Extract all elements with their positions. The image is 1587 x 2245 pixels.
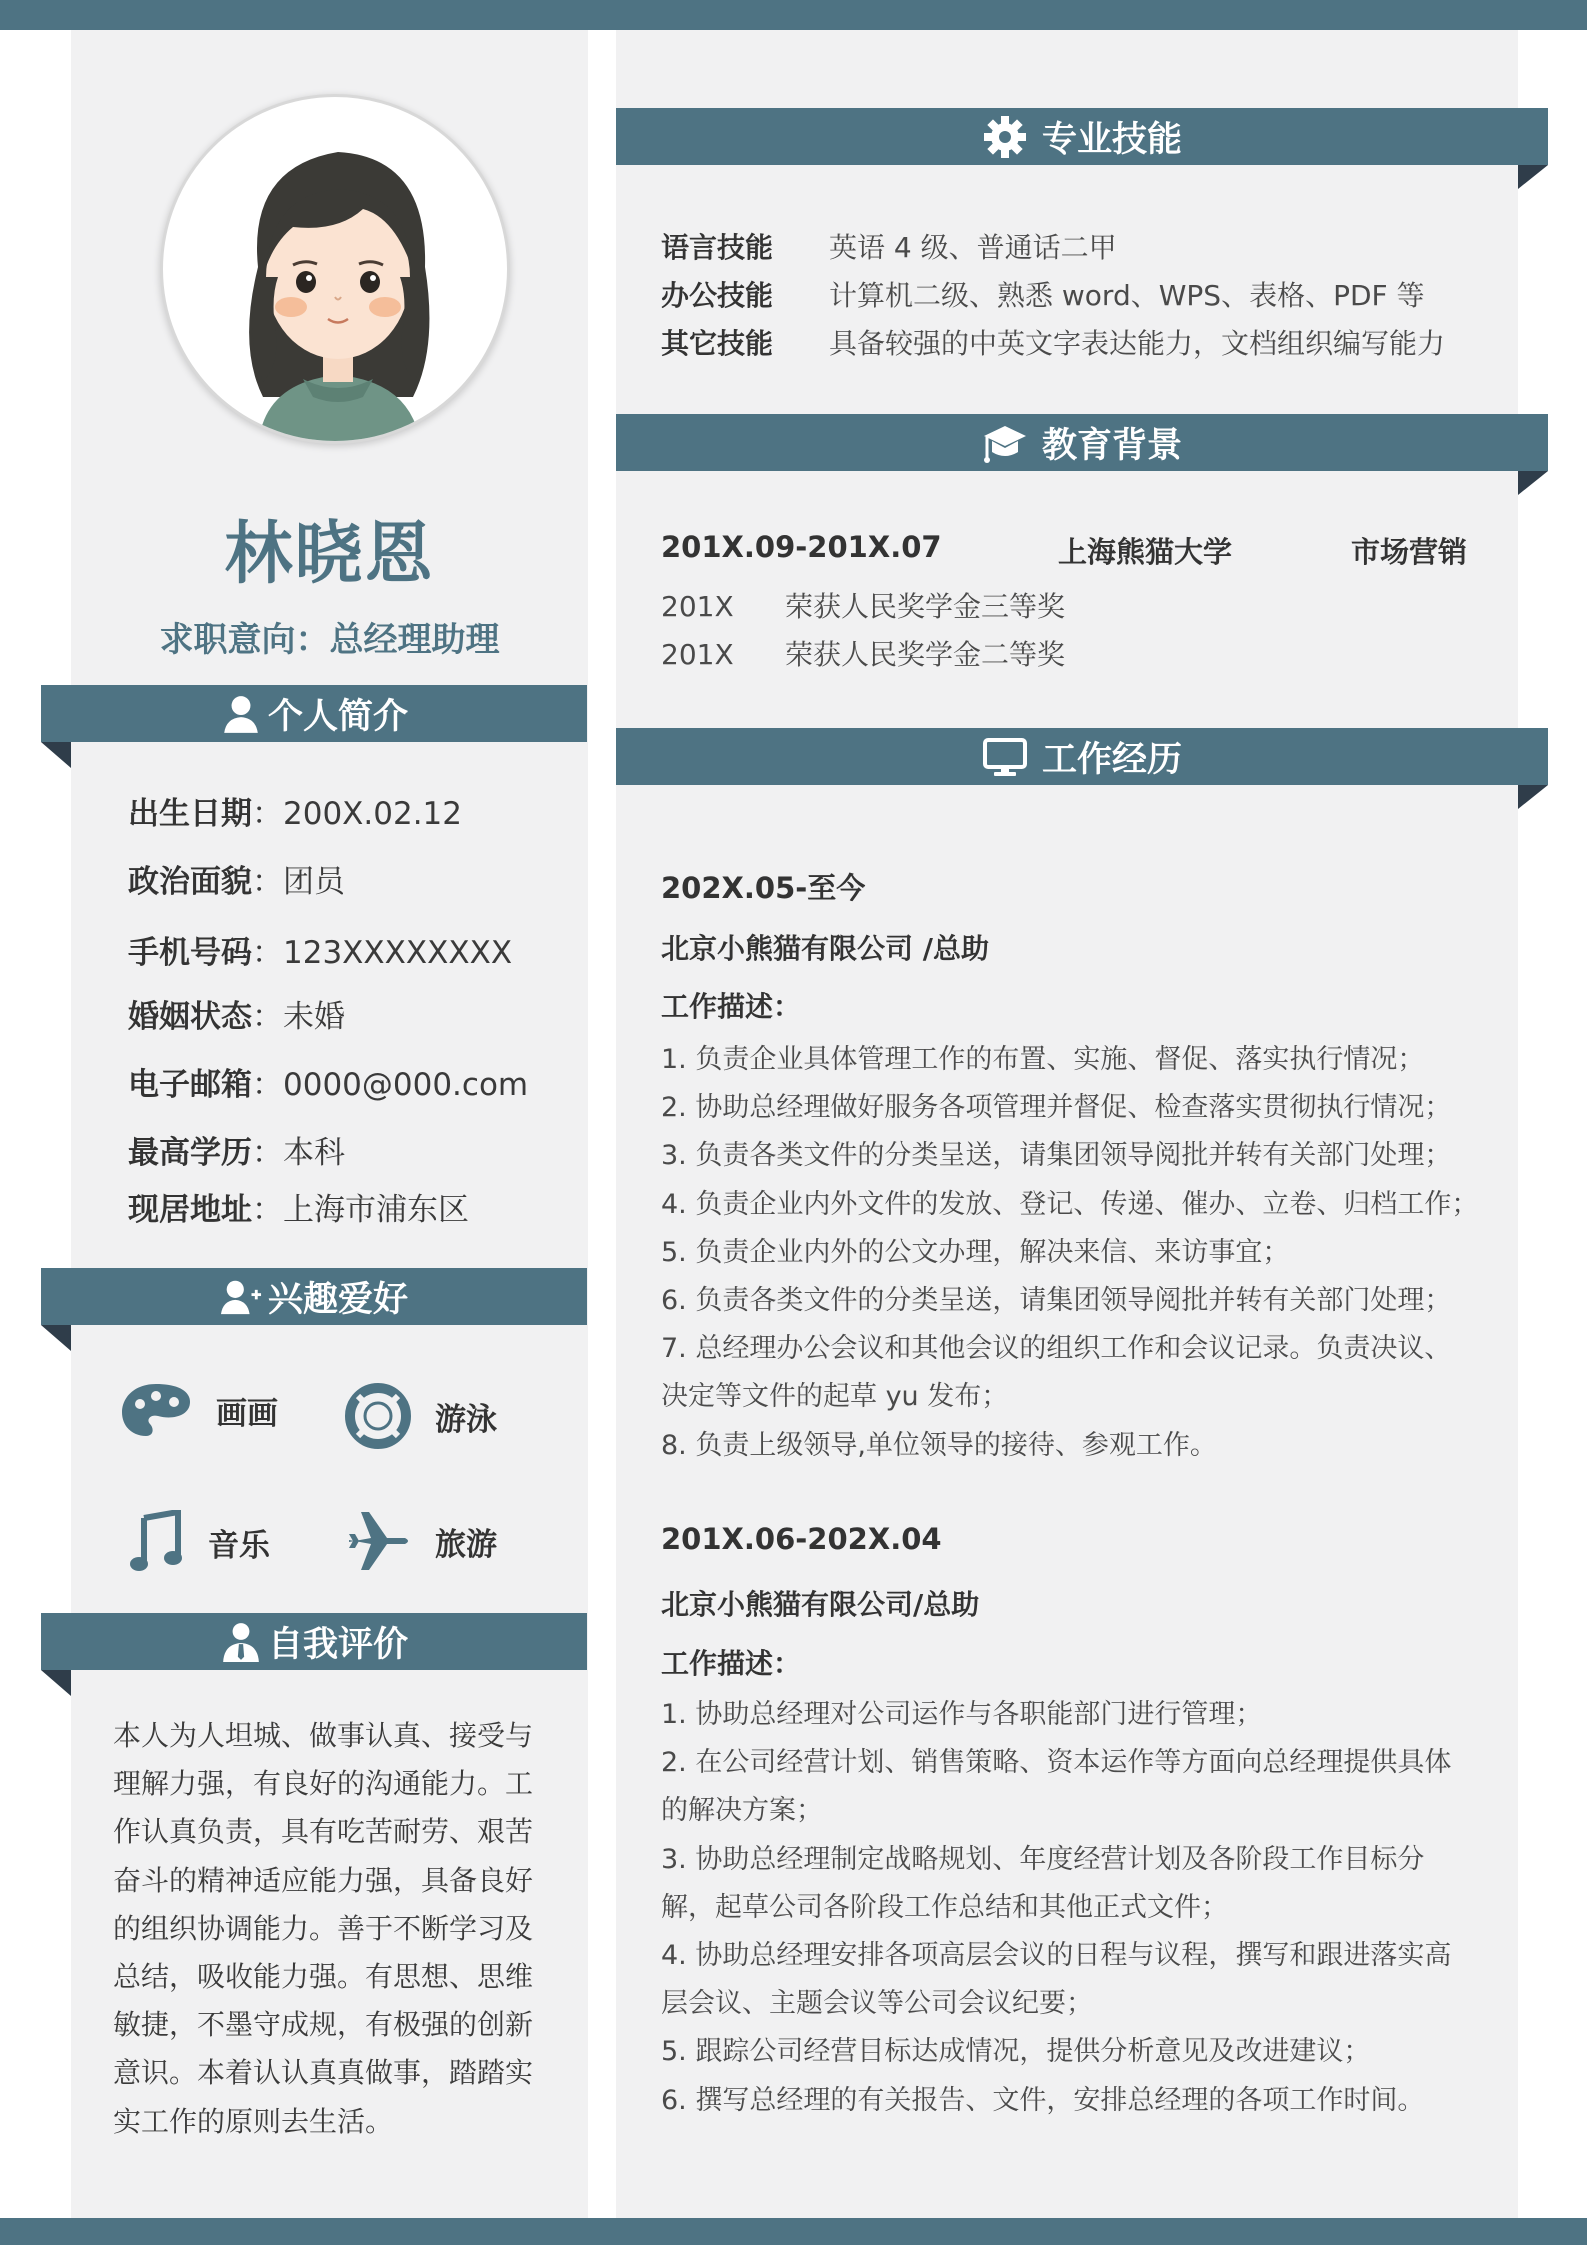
music-note-icon: [130, 1510, 184, 1574]
list-item: 6. 负责各类文件的分类呈送，请集团领导阅批并转有关部门处理；: [661, 1285, 1452, 1317]
section-header-work: [616, 728, 1548, 785]
job-intent: 求职意向：总经理助理: [159, 620, 500, 660]
candidate-name: 林晓恩: [224, 515, 435, 594]
hobby-swimming: [345, 1383, 497, 1449]
job-period: 201X.06-202X.04: [661, 1522, 942, 1556]
info-degree: 最高学历：本科: [128, 1135, 345, 1171]
person-add-icon: [220, 1276, 262, 1318]
palette-icon: [120, 1380, 192, 1440]
person-icon: [220, 693, 262, 735]
skill-office: 办公技能 计算机二级、熟悉 word、WPS、表格、PDF 等: [661, 279, 1425, 312]
list-item: 8. 负责上级领导,单位领导的接待、参观工作。: [661, 1429, 1217, 1461]
hobby-label-music: 音乐: [208, 1527, 270, 1564]
education-period: 201X.09-201X.07: [661, 530, 942, 564]
list-item: 5. 跟踪公司经营目标达成情况，提供分析意见及改进建议；: [661, 2036, 1371, 2068]
person-tie-icon: [220, 1621, 262, 1663]
hobby-label-painting: 画画: [216, 1395, 278, 1432]
list-item: 层会议、主题会议等公司会议纪要；: [661, 1988, 1093, 2020]
list-item: 2. 在公司经营计划、销售策略、资本运作等方面向总经理提供具体: [661, 1747, 1452, 1779]
section-title-skills: 专业技能: [1041, 119, 1182, 160]
gear-icon: [982, 114, 1028, 160]
airplane-icon: [345, 1508, 411, 1574]
section-title-personal: 个人简介: [267, 696, 408, 737]
avatar: [160, 94, 510, 444]
section-title-self-eval: 自我评价: [267, 1624, 408, 1665]
education-major: 市场营销: [1351, 535, 1468, 569]
section-title-education: 教育背景: [1041, 425, 1182, 466]
section-header-hobbies: [41, 1268, 587, 1325]
hobby-painting: [120, 1380, 278, 1440]
info-politics: 政治面貌：团员: [128, 864, 345, 900]
job-period: 202X.05-至今: [661, 871, 866, 905]
list-item: 7. 总经理办公会议和其他会议的组织工作和会议记录。负责决议、: [661, 1333, 1452, 1365]
hobby-label-swimming: 游泳: [435, 1401, 497, 1438]
list-item: 4. 负责企业内外文件的发放、登记、传递、催办、立卷、归档工作；: [661, 1188, 1479, 1220]
avatar-illustration: [163, 97, 510, 444]
skill-other: 其它技能 具备较强的中英文字表达能力，文档组织编写能力: [661, 327, 1446, 360]
skill-language: 语言技能 英语 4 级、普通话二甲: [661, 231, 1117, 264]
list-item: 的解决方案；: [661, 1795, 823, 1827]
section-header-self-eval: [41, 1613, 587, 1670]
list-item: 1. 负责企业具体管理工作的布置、实施、督促、落实执行情况；: [661, 1044, 1425, 1075]
top-bar: [0, 0, 1587, 30]
list-item: 1. 协助总经理对公司运作与各职能部门进行管理；: [661, 1699, 1263, 1730]
hobby-travel: [345, 1508, 497, 1574]
list-item: 解，起草公司各阶段工作总结和其他正式文件；: [661, 1891, 1228, 1923]
section-header-personal: [41, 685, 587, 742]
monitor-icon: [982, 734, 1028, 780]
list-item: 6. 撰写总经理的有关报告、文件，安排总经理的各项工作时间。: [661, 2084, 1425, 2116]
list-item: 5. 负责企业内外的公文办理，解决来信、来访事宜；: [661, 1236, 1290, 1268]
job-company: 北京小熊猫有限公司 /总助: [661, 932, 989, 965]
job-description-label: 工作描述：: [661, 990, 802, 1023]
list-item: 3. 协助总经理制定战略规划、年度经营计划及各阶段工作目标分: [661, 1843, 1425, 1875]
section-title-work: 工作经历: [1041, 739, 1182, 780]
info-email: 电子邮箱：0000@000.com: [128, 1067, 529, 1103]
info-marital: 婚姻状态：未婚: [128, 999, 345, 1035]
duty-list: [661, 1691, 1481, 2125]
info-phone: 手机号码：123XXXXXXXX: [128, 935, 513, 971]
info-address: 现居地址：上海市浦东区: [128, 1192, 469, 1228]
hobby-music: [130, 1510, 270, 1574]
education-school: 上海熊猫大学: [1058, 535, 1233, 569]
award-row: 201X 荣获人民奖学金三等奖: [661, 590, 1066, 623]
info-birth: 出生日期：200X.02.12: [128, 796, 463, 832]
job-description-label: 工作描述：: [661, 1647, 802, 1680]
section-header-skills: [616, 108, 1548, 165]
section-header-education: [616, 414, 1548, 471]
section-title-hobbies: 兴趣爱好: [267, 1279, 408, 1320]
award-row: 201X 荣获人民奖学金二等奖: [661, 638, 1066, 671]
graduation-cap-icon: [982, 420, 1028, 466]
hobby-label-travel: 旅游: [435, 1526, 497, 1563]
self-evaluation-text: 本人为人坦城、做事认真、接受与 理解力强，有良好的沟通能力。工 作认真负责，具有吃苦耐劳、艰苦 奋斗的精神适应能力强，具备良好 的组织协调能力。善于不断学习及 总结，吸收能力强。有思想、思维 敏捷，不墨守成规，有极强的创新 意识。本着认认真真做事，踏踏实 实工作的原则去生活。: [113, 1719, 534, 2138]
job-company: 北京小熊猫有限公司/总助: [661, 1588, 980, 1621]
list-item: 4. 协助总经理安排各项高层会议的日程与议程，撰写和跟进落实高: [661, 1940, 1452, 1972]
lifebuoy-icon: [345, 1383, 411, 1449]
list-item: 2. 协助总经理做好服务各项管理并督促、检查落实贯彻执行情况；: [661, 1092, 1452, 1124]
bottom-bar: [0, 2218, 1587, 2245]
duty-list: [661, 1036, 1481, 1470]
list-item: 3. 负责各类文件的分类呈送，请集团领导阅批并转有关部门处理；: [661, 1140, 1452, 1172]
list-item: 决定等文件的起草 yu 发布；: [661, 1381, 1009, 1413]
